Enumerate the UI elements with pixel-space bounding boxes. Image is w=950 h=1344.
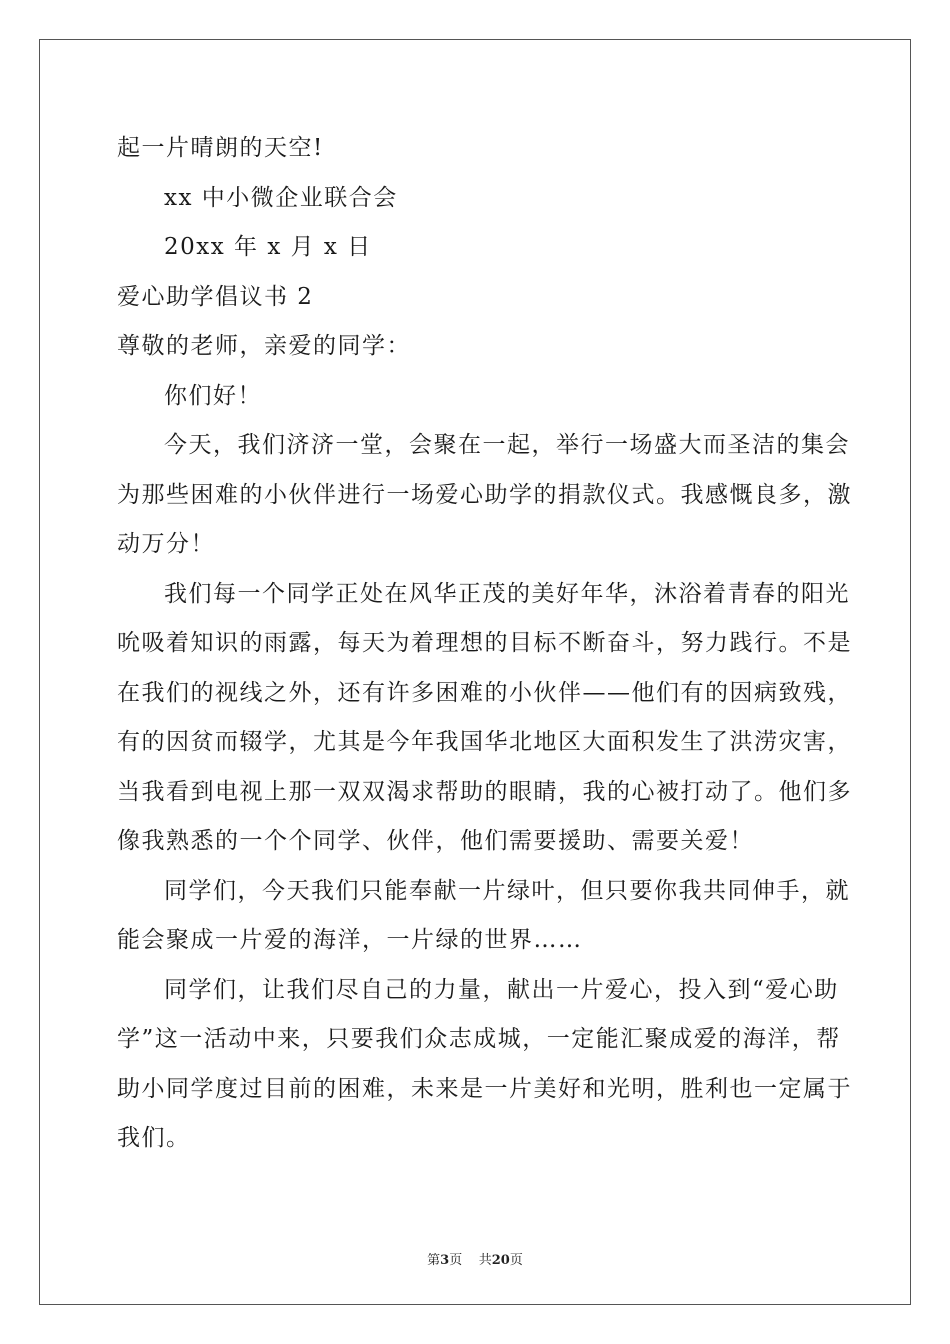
footer-total-prefix: 共 (478, 1253, 492, 1268)
text-line-1: 起一片晴朗的天空! (117, 135, 324, 161)
paragraph-3-line-2: 能会聚成一片爱的海洋，一片绿的世界…… (117, 927, 583, 953)
paragraph-2-line-3: 在我们的视线之外，还有许多困难的小伙伴——他们有的因病致残， (117, 679, 852, 706)
paragraph-4-line-3: 助小同学度过目前的困难，未来是一片美好和光明，胜利也一定属于 (117, 1075, 852, 1102)
footer-prefix: 第 (427, 1253, 441, 1268)
paragraph-4-line-2: 学”这一活动中来，只要我们众志成城，一定能汇聚成爱的海洋，帮 (117, 1026, 841, 1052)
paragraph-2-line-5: 当我看到电视上那一双双渴求帮助的眼睛，我的心被打动了。他们多 (117, 778, 852, 805)
paragraph-4-line-4: 我们。 (117, 1125, 191, 1151)
paragraph-1-line-2: 为那些困难的小伙伴进行一场爱心助学的捐款仪式。我感慨良多，激 (117, 481, 852, 508)
footer-total-suffix: 页 (509, 1253, 523, 1268)
page-footer (0, 1249, 950, 1268)
paragraph-1-line-3: 动万分！ (117, 531, 215, 557)
current-page-number: 3 (440, 1253, 450, 1268)
document-body (117, 124, 852, 1164)
paragraph-2-line-6: 像我熟悉的一个个同学、伙伴，他们需要援助、需要关爱！ (117, 828, 754, 854)
paragraph-2-line-4: 有的因贫而辍学，尤其是今年我国华北地区大面积发生了洪涝灾害， (117, 729, 852, 755)
signature-organization: xx 中小微企业联合会 (164, 184, 398, 211)
footer-page-suffix: 页 (449, 1253, 463, 1268)
paragraph-3-line-1: 同学们，今天我们只能奉献一片绿叶，但只要你我共同伸手，就 (164, 877, 850, 904)
signature-date: 20xx 年 x 月 x 日 (164, 234, 372, 260)
section-title: 爱心助学倡议书 2 (117, 283, 314, 310)
greeting: 你们好！ (164, 382, 262, 409)
paragraph-2-line-2: 吮吸着知识的雨露，每天为着理想的目标不断奋斗，努力践行。不是 (117, 630, 852, 656)
salutation: 尊敬的老师，亲爱的同学： (117, 333, 411, 359)
paragraph-2-line-1: 我们每一个同学正处在风华正茂的美好年华，沐浴着青春的阳光 (164, 580, 850, 607)
paragraph-4-line-1: 同学们，让我们尽自己的力量，献出一片爱心，投入到“爱心助 (164, 976, 839, 1003)
paragraph-1-line-1: 今天，我们济济一堂，会聚在一起，举行一场盛大而圣洁的集会 (164, 432, 850, 458)
total-pages-number: 20 (491, 1253, 510, 1268)
